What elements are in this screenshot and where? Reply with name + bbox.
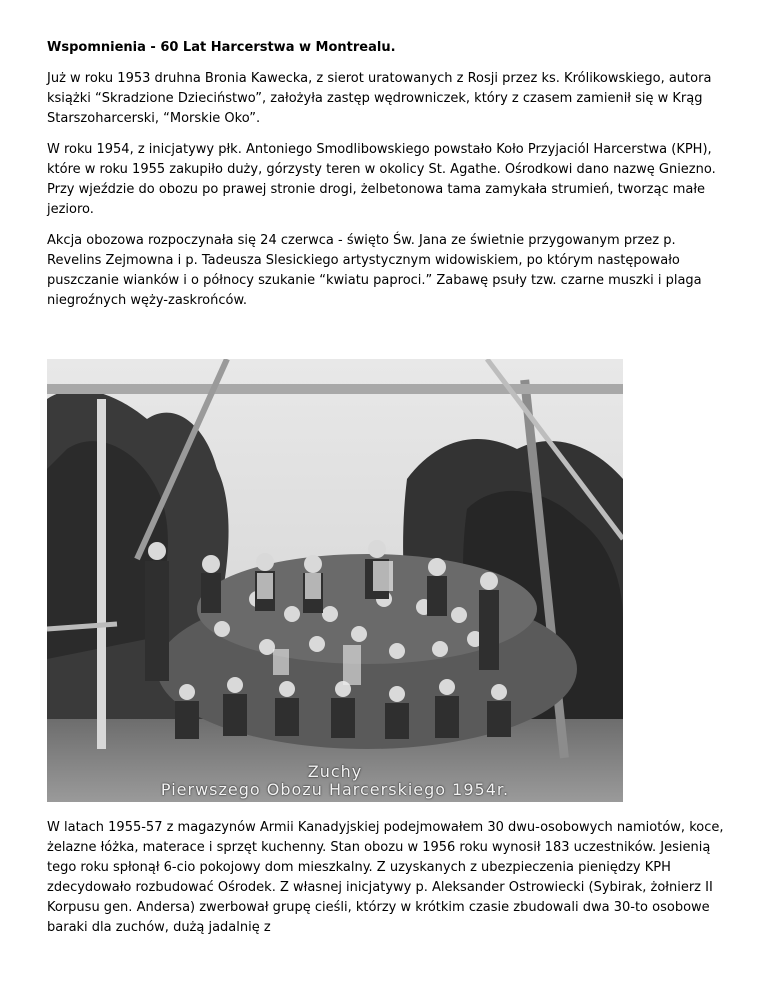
paragraph-4: W latach 1955-57 z magazynów Armii Kanadyjskiej podejmowałem 30 dwu-osobowych namiotów, koce, żelazne łóżka, materace i sprzęt kuchenny. Stan obozu w 1956 roku wynosił 183 uczestników. Jesienią tego roku spłonął 6-cio pokojowy dom mieszkalny. Z uzyskanych z ubezpieczenia pieniędzy KPH zdecydowało rozbudować Ośrodek. Z własnej inicjatywy p. Aleksander Ostrowiecki (Sybirak, żołnierz II Korpusu gen. Andersa) zwerbował grupę cieśli, którzy w krótkim czasie zbudowali dwa 30-to osobowe baraki dla zuchów, dużą jadalnię z bbox=[47, 820, 724, 935]
document-body bbox=[47, 38, 727, 322]
photo-caption-line-1: Zuchy bbox=[307, 762, 363, 781]
group-photo-image bbox=[47, 359, 623, 802]
document-body-continued bbox=[47, 818, 737, 949]
photo-caption-line-2: Pierwszego Obozu Harcerskiego 1954r. bbox=[160, 780, 510, 799]
document-title: Wspomnienia - 60 Lat Harcerstwa w Montrealu. bbox=[47, 40, 396, 55]
paragraph-1: Już w roku 1953 druhna Bronia Kawecka, z sierot uratowanych z Rosji przez ks. Królikowskiego, autora książki “Skradzione Dzieciństwo”, założyła zastęp wędrowniczek, który z czasem zamienił się w Krąg Starszoharcerski, “Morskie Oko”. bbox=[47, 71, 712, 126]
paragraph-2: W roku 1954, z inicjatywy płk. Antoniego Smodlibowskiego powstało Koło Przyjaciól Harcerstwa (KPH), które w roku 1955 zakupiło duży, górzysty teren w okolicy St. Agathe. Ośrodkowi dano nazwę Gniezno. Przy wjeździe do obozu po prawej stronie drogi, żelbetonowa tama zamykała strumień, tworząc małe jezioro. bbox=[47, 142, 716, 217]
paragraph-3: Akcja obozowa rozpoczynała się 24 czerwca - święto Św. Jana ze świetnie przygowanym przez p. Revelins Zejmowna i p. Tadeusza Slesickiego artystycznym widowiskiem, po którym następowało puszczanie wianków i o północy szukanie “kwiatu paproci.” Zabawę psuły tzw. czarne muszki i plaga niegroźnych węży-zaskrońców. bbox=[47, 233, 702, 308]
group-photo bbox=[47, 359, 623, 802]
